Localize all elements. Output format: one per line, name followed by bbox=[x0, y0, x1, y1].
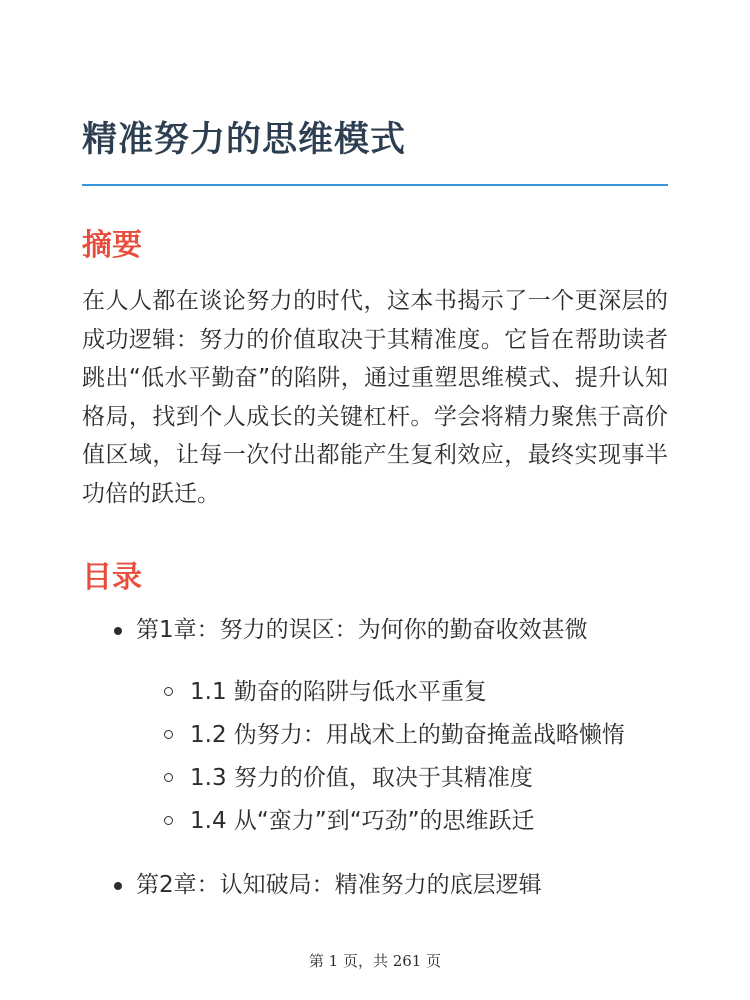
summary-paragraph: 在人人都在谈论努力的时代，这本书揭示了一个更深层的成功逻辑：努力的价值取决于其精准度。它旨在帮助读者跳出“低水平勤奋”的陷阱，通过重塑思维模式、提升认知格局，找到个人成长的关键杠杆。学会将精力聚焦于高价值区域，让每一次付出都能产生复利效应，最终实现事半功倍的跃迁。 bbox=[82, 288, 668, 507]
section-title: 1.2 伪努力：用战术上的勤奋掩盖战略懒惰 bbox=[190, 722, 625, 748]
bullet-dot-icon bbox=[114, 627, 122, 635]
toc-section-1-4[interactable] bbox=[136, 803, 668, 839]
chapter-sections bbox=[136, 674, 668, 839]
bullet-circle-icon bbox=[164, 773, 173, 782]
bullet-circle-icon bbox=[164, 730, 173, 739]
bullet-circle-icon bbox=[164, 687, 173, 696]
toc-section-1-2[interactable] bbox=[136, 717, 668, 753]
title-divider bbox=[82, 184, 668, 186]
summary-heading: 摘要 bbox=[82, 228, 142, 263]
toc-heading: 目录 bbox=[82, 560, 142, 595]
toc-section-1-1[interactable] bbox=[136, 674, 668, 710]
document-title: 精准努力的思维模式 bbox=[82, 120, 407, 160]
toc-chapter-2[interactable] bbox=[82, 867, 668, 903]
toc-section-1-3[interactable] bbox=[136, 760, 668, 796]
table-of-contents bbox=[82, 612, 668, 903]
section-title: 1.3 努力的价值，取决于其精准度 bbox=[190, 765, 533, 791]
page-footer: 第 1 页，共 261 页 bbox=[308, 952, 442, 970]
chapter-title: 第2章：认知破局：精准努力的底层逻辑 bbox=[136, 872, 542, 898]
chapter-title: 第1章：努力的误区：为何你的勤奋收效甚微 bbox=[136, 617, 588, 643]
toc-chapter-1[interactable] bbox=[82, 612, 668, 839]
section-title: 1.4 从“蛮力”到“巧劲”的思维跃迁 bbox=[190, 808, 535, 834]
section-title: 1.1 勤奋的陷阱与低水平重复 bbox=[190, 679, 487, 705]
bullet-dot-icon bbox=[114, 882, 122, 890]
bullet-circle-icon bbox=[164, 816, 173, 825]
